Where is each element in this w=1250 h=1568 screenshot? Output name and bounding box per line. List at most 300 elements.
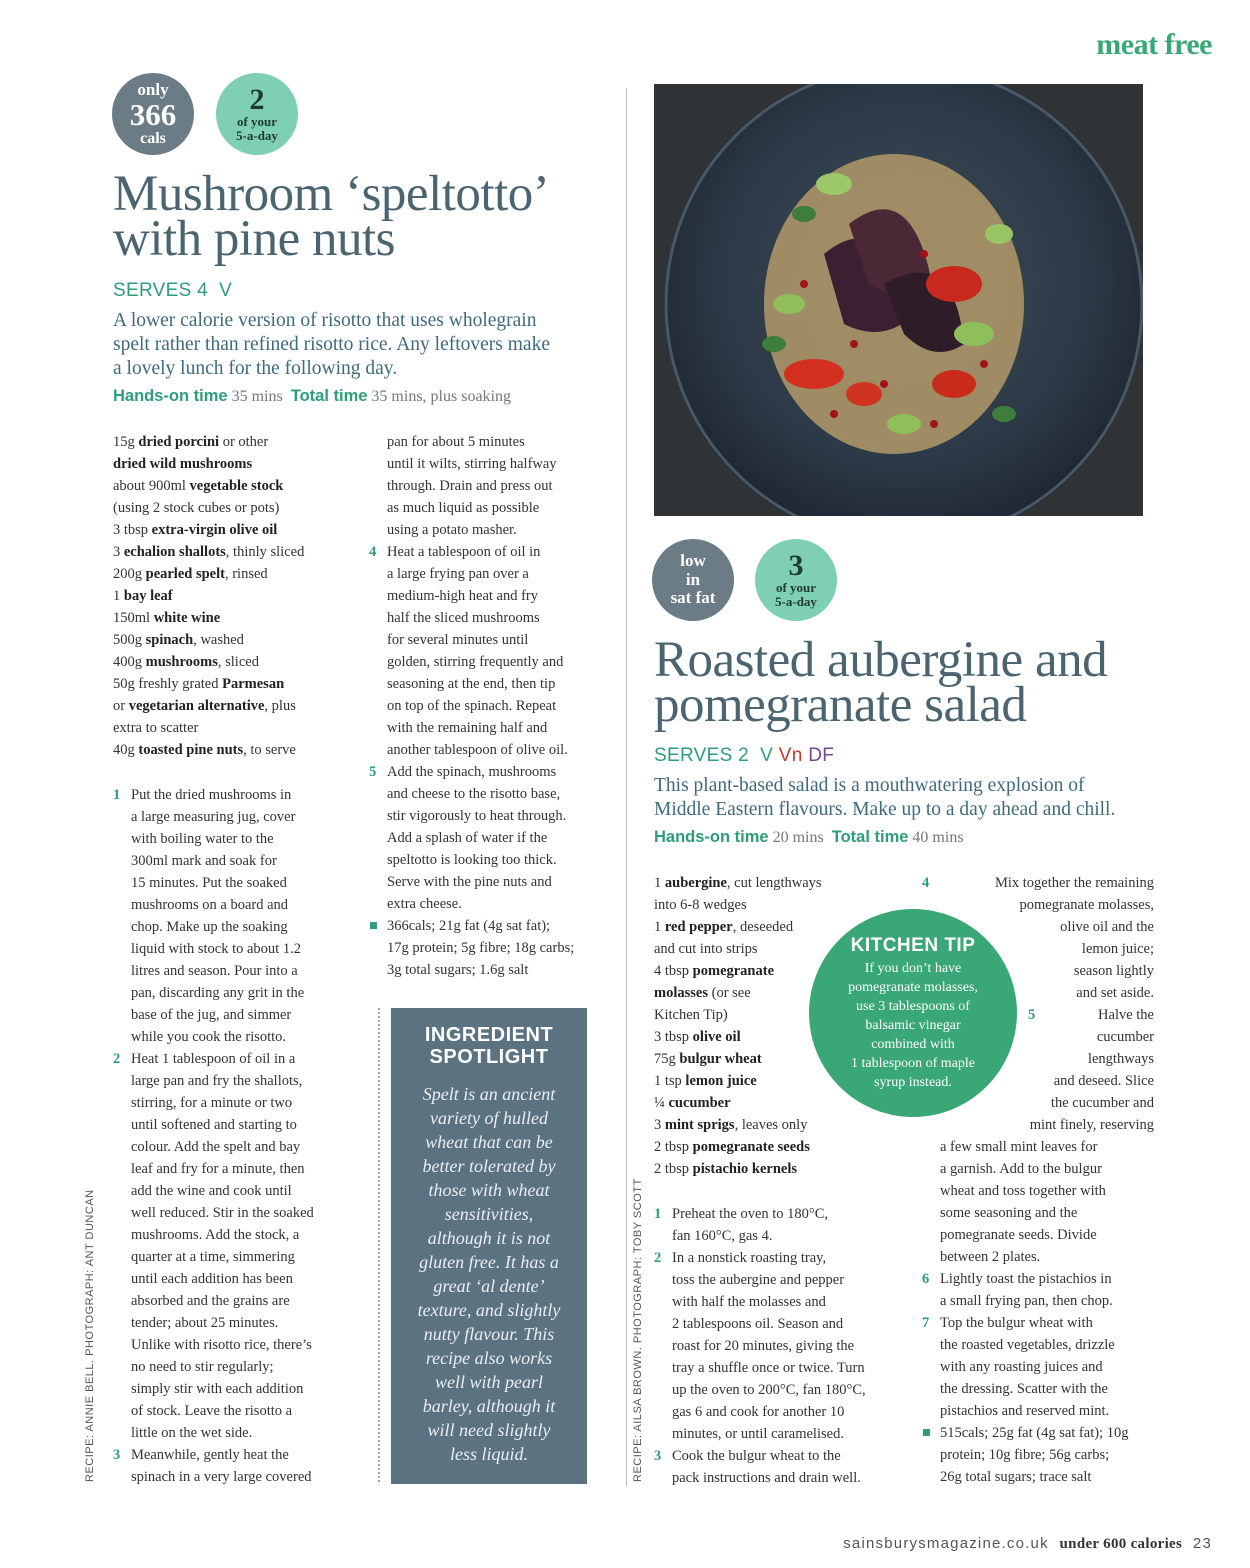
step-line: pan for about 5 minutes (387, 434, 525, 450)
step-line: up the oven to 200°C, fan 180°C, (672, 1382, 866, 1398)
badge-text: 5-a-day (236, 128, 278, 143)
spotlight-line: will need slightly (427, 1420, 551, 1440)
tip-line: If you don’t have (864, 961, 962, 976)
intro-line: a lovely lunch for the following day. (113, 358, 398, 379)
ingredient-name: extra-virgin olive oil (151, 522, 278, 538)
badge-number: 2 (249, 83, 265, 117)
step-line: olive oil and the (1060, 919, 1154, 935)
step-number: 5 (1028, 1007, 1036, 1023)
ingredient-qty: 3 (654, 1117, 665, 1133)
step-number: 7 (922, 1315, 930, 1331)
step-line: between 2 plates. (940, 1249, 1041, 1265)
ingredient-name: olive oil (692, 1029, 741, 1045)
step-line: on top of the spinach. Repeat (387, 698, 557, 714)
spotlight-line: Spelt is an ancient (422, 1084, 556, 1104)
footer-site: sainsburysmagazine.co.uk (843, 1535, 1049, 1552)
recipe-intro (113, 309, 550, 381)
ingredient-qty: extra to scatter (113, 720, 199, 736)
step-line: pack instructions and drain well. (672, 1470, 861, 1486)
step-number: 4 (369, 544, 377, 560)
footer-section: under 600 calories (1059, 1536, 1183, 1552)
ingredient-note: , leaves only (734, 1117, 808, 1133)
five-a-day-badge (216, 73, 298, 155)
step-line: roast for 20 minutes, giving the (672, 1338, 855, 1354)
photo-credit: RECIPE: ANNIE BELL. PHOTOGRAPH: ANT DUNCAN (84, 1189, 96, 1482)
ingredient-line (113, 629, 304, 651)
ingredient-line (113, 541, 304, 563)
step-line: for several minutes until (387, 632, 529, 648)
ingredient-line (654, 1158, 822, 1180)
ingredient-name: Parmesan (222, 676, 285, 692)
badge-text: cals (140, 130, 166, 147)
title-line: pomegranate salad (654, 677, 1027, 733)
spotlight-line: barley, although it (422, 1396, 556, 1416)
method-step (654, 1203, 909, 1247)
ingredient-note: , washed (193, 632, 244, 648)
hands-on-label: Hands-on time (654, 828, 769, 846)
ingredient-qty: 3 (113, 544, 124, 560)
spotlight-line: texture, and slightly (417, 1300, 561, 1320)
step-line: until each addition has been (131, 1271, 293, 1287)
step-line: half the sliced mushrooms (387, 610, 540, 626)
ingredient-line (113, 497, 304, 519)
spotlight-line: less liquid. (449, 1444, 528, 1464)
step-line: until softened and starting to (131, 1117, 297, 1133)
ingredient-qty: 1 tsp (654, 1073, 686, 1089)
title-line: Mushroom ‘speltotto’ (113, 166, 550, 222)
step-number: 4 (922, 875, 930, 891)
method-column-right (369, 431, 609, 981)
step-number: 3 (654, 1448, 662, 1464)
step-line: the cucumber and (1050, 1095, 1154, 1111)
ingredient-name: pomegranate seeds (692, 1139, 810, 1155)
nutrition-bullet: ■ (922, 1425, 931, 1441)
ingredient-qty: 2 tbsp (654, 1139, 693, 1155)
ingredient-note: , thinly sliced (225, 544, 305, 560)
timing-line (113, 387, 511, 406)
step-line: seasoning at the end, then tip (387, 676, 556, 692)
step-line: a garnish. Add to the bulgur (940, 1161, 1102, 1177)
method-step-5 (1012, 1004, 1154, 1136)
total-time-label: Total time (290, 387, 368, 405)
ingredient-line (113, 563, 304, 585)
ingredient-line (113, 475, 304, 497)
ingredient-qty: 2 tbsp (654, 1161, 693, 1177)
tip-line: syrup instead. (874, 1075, 952, 1090)
step-line: pan, discarding any grit in the (131, 985, 305, 1001)
step-number: 3 (113, 1447, 121, 1463)
step-line: 2 tablespoons oil. Season and (672, 1316, 844, 1332)
step-line: Lightly toast the pistachios in (940, 1271, 1112, 1287)
ingredient-name: mint sprigs (664, 1117, 735, 1133)
step-line: pomegranate molasses, (1019, 897, 1154, 913)
ingredient-note: , rinsed (224, 566, 268, 582)
spotlight-line: recipe also works (425, 1348, 553, 1368)
step-line: Heat 1 tablespoon of oil in a (131, 1051, 296, 1067)
step-line: Heat a tablespoon of oil in (387, 544, 541, 560)
ingredient-name: vegetarian alternative (128, 698, 265, 714)
serves-line (654, 745, 834, 767)
step-line: no need to stir regularly; (131, 1359, 274, 1375)
total-time-value: 40 mins (912, 829, 964, 846)
five-a-day-badge (755, 539, 837, 621)
step-line: with half the molasses and (672, 1294, 826, 1310)
hands-on-value: 20 mins (772, 829, 824, 846)
step-line: a few small mint leaves for (940, 1139, 1098, 1155)
step-line: as much liquid as possible (387, 500, 540, 516)
ingredient-line (654, 1048, 822, 1070)
ingredient-name: pearled spelt (145, 566, 225, 582)
step-line: the roasted vegetables, drizzle (940, 1337, 1115, 1353)
salad-photo (654, 84, 1143, 516)
intro-line: A lower calorie version of risotto that uses wholegrain (113, 310, 537, 331)
spotlight-line: great ‘al dente’ (433, 1276, 545, 1296)
ingredients-list (654, 872, 822, 1180)
step-line: Halve the (1098, 1007, 1154, 1023)
diet-vegetarian: V (219, 280, 233, 301)
method-step (922, 1312, 1162, 1422)
ingredient-name: mushrooms (145, 654, 218, 670)
ingredient-qty: and cut into strips (654, 941, 758, 957)
ingredient-line (113, 585, 304, 607)
ingredient-qty: 3 tbsp (654, 1029, 693, 1045)
spotlight-line: wheat that can be (425, 1132, 553, 1152)
ingredient-name: cucumber (668, 1095, 731, 1111)
step-line: add the wine and cook until (131, 1183, 292, 1199)
diet-dairy-free: DF (808, 745, 835, 766)
ingredient-qty: 1 (113, 588, 124, 604)
intro-line: Middle Eastern flavours. Make up to a day ahead and chill. (654, 799, 1116, 820)
ingredient-line (654, 916, 822, 938)
step-line: the dressing. Scatter with the (940, 1381, 1108, 1397)
step-line: a large measuring jug, cover (131, 809, 296, 825)
kitchen-tip (809, 909, 1017, 1117)
step-line: stirring, for a minute or two (131, 1095, 293, 1111)
step-line: with the remaining half and (387, 720, 548, 736)
spotlight-line: variety of hulled (430, 1108, 548, 1128)
ingredient-line (654, 894, 822, 916)
method-step (654, 1445, 909, 1489)
ingredient-qty: 200g (113, 566, 146, 582)
step-line: gas 6 and cook for another 10 (672, 1404, 845, 1420)
step-line: liquid with stock to about 1.2 (131, 941, 301, 957)
ingredient-line (113, 717, 304, 739)
ingredient-line (654, 1092, 822, 1114)
ingredient-qty: 150ml (113, 610, 154, 626)
step-line: while you cook the risotto. (131, 1029, 287, 1045)
ingredient-name: echalion shallots (123, 544, 226, 560)
method-step (113, 1444, 363, 1488)
ingredient-qty: 1 (654, 875, 665, 891)
method-column-right (922, 1136, 1162, 1488)
step-line: spinach in a very large covered (131, 1469, 312, 1485)
total-time-value: 35 mins, plus soaking (371, 388, 511, 405)
ingredient-line (113, 651, 304, 673)
badge-text: of your (236, 114, 278, 130)
step-line: fan 160°C, gas 4. (672, 1228, 773, 1244)
ingredient-note: , deseeded (732, 919, 794, 935)
step-line: base of the jug, and simmer (131, 1007, 292, 1023)
method-column-left (113, 784, 363, 1488)
ingredient-qty: 3 tbsp (113, 522, 152, 538)
page-footer (843, 1535, 1212, 1553)
ingredient-line (113, 453, 304, 475)
ingredient-qty: 15g (113, 434, 139, 450)
ingredient-line (654, 1070, 822, 1092)
ingredient-note: , sliced (217, 654, 259, 670)
ingredient-name: molasses (654, 985, 708, 1001)
step-line: with boiling water to the (131, 831, 274, 847)
step-line: pomegranate seeds. Divide (940, 1227, 1097, 1243)
step-number: 2 (654, 1250, 662, 1266)
ingredient-qty: Kitchen Tip) (654, 1007, 728, 1023)
step-line: until it wilts, stirring halfway (387, 456, 557, 472)
ingredient-line (113, 673, 304, 695)
method-step (113, 1048, 363, 1444)
ingredient-line (113, 431, 304, 453)
calories-badge (112, 73, 194, 155)
kitchen-tip-body (809, 959, 1017, 1092)
ingredient-name: vegetable stock (189, 478, 284, 494)
spotlight-line: gluten free. It has a (419, 1252, 559, 1272)
method-column-left (654, 1203, 909, 1489)
step-line: mint finely, reserving (1029, 1117, 1154, 1133)
step-line: well reduced. Stir in the soaked (131, 1205, 314, 1221)
title-line: with pine nuts (113, 211, 395, 267)
ingredient-note: , plus (264, 698, 296, 714)
method-step (369, 761, 609, 915)
method-step (113, 784, 363, 1048)
badge-text: only (137, 80, 169, 99)
serves-count: SERVES 4 (113, 280, 208, 301)
step-line: mushrooms on a board and (131, 897, 289, 913)
nutrition-info (369, 915, 609, 981)
tip-line: pomegranate molasses, (848, 980, 978, 995)
tip-line: balsamic vinegar (865, 1018, 961, 1033)
ingredient-note: (or see (707, 985, 751, 1001)
step-line: another tablespoon of olive oil. (387, 742, 568, 758)
step-line: Meanwhile, gently heat the (131, 1447, 289, 1463)
step-line: little on the wet side. (131, 1425, 253, 1441)
step-line: colour. Add the spelt and bay (131, 1139, 301, 1155)
spotlight-line: well with pearl (435, 1372, 543, 1392)
step-line: lemon juice; (1081, 941, 1154, 957)
ingredient-name: white wine (153, 610, 221, 626)
intro-line: This plant-based salad is a mouthwatering explosion of (654, 775, 1085, 796)
ingredient-line (654, 1136, 822, 1158)
step-line: 3g total sugars; 1.6g salt (387, 962, 529, 978)
spotlight-body (391, 1082, 587, 1466)
step-line: lengthways (1087, 1051, 1154, 1067)
serves-count: SERVES 2 (654, 745, 749, 766)
spotlight-heading: SPOTLIGHT (429, 1046, 549, 1068)
timing-line (654, 828, 964, 847)
step-line: leaf and fry for a minute, then (131, 1161, 305, 1177)
step-line: Top the bulgur wheat with (940, 1315, 1093, 1331)
step-line: 366cals; 21g fat (4g sat fat); (387, 918, 551, 934)
step-line: tender; about 25 minutes. (131, 1315, 279, 1331)
dotted-divider (378, 1008, 380, 1482)
step-number: 5 (369, 764, 377, 780)
spotlight-heading: INGREDIENT (424, 1024, 554, 1046)
ingredient-qty: ¼ (654, 1095, 669, 1111)
step-number: 2 (113, 1051, 121, 1067)
step-number: 1 (113, 787, 121, 803)
total-time-label: Total time (831, 828, 909, 846)
ingredient-qty: 50g freshly grated (113, 676, 223, 692)
ingredient-name: lemon juice (685, 1073, 757, 1089)
method-step (922, 1136, 1162, 1268)
step-line: of stock. Leave the risotto a (131, 1403, 293, 1419)
badge-text: of your (775, 580, 817, 596)
step-line: Unlike with risotto rice, there’s (131, 1337, 312, 1353)
ingredient-line (654, 938, 822, 960)
ingredient-qty: 40g (113, 742, 139, 758)
step-line: Put the dried mushrooms in (131, 787, 292, 803)
step-line: mushrooms. Add the stock, a (131, 1227, 300, 1243)
step-line: protein; 10g fibre; 56g carbs; (940, 1447, 1110, 1463)
ingredient-name: toasted pine nuts (138, 742, 244, 758)
step-line: 515cals; 25g fat (4g sat fat); 10g (940, 1425, 1129, 1441)
spotlight-line: although it is not (427, 1228, 551, 1248)
step-line: extra cheese. (387, 896, 462, 912)
step-line: 300ml mark and soak for (131, 853, 277, 869)
step-line: In a nonstick roasting tray, (672, 1250, 827, 1266)
salad-photo-image (654, 84, 1143, 516)
recipe-intro (654, 774, 1115, 822)
title-line: Roasted aubergine and (654, 632, 1108, 688)
badge-text: sat fat (670, 588, 716, 608)
ingredient-note: , to serve (243, 742, 296, 758)
step-line: stir vigorously to heat through. (387, 808, 567, 824)
intro-line: spelt rather than refined risotto rice. Any leftovers make (113, 334, 550, 355)
step-line: with any roasting juices and (940, 1359, 1103, 1375)
ingredient-qty: (using 2 stock cubes or pots) (113, 500, 280, 516)
kitchen-tip-heading: KITCHEN TIP (850, 935, 976, 956)
badge-number: 3 (788, 549, 804, 583)
serves-line (113, 280, 232, 302)
ingredient-line (113, 607, 304, 629)
step-line: using a potato masher. (387, 522, 517, 538)
ingredient-qty: into 6-8 wedges (654, 897, 747, 913)
ingredient-qty: 4 tbsp (654, 963, 693, 979)
step-line: wheat and toss together with (940, 1183, 1106, 1199)
ingredient-name: dried porcini (138, 434, 220, 450)
step-line: speltotto is looking too thick. (387, 852, 557, 868)
ingredient-qty: 400g (113, 654, 146, 670)
spotlight-line: better tolerated by (422, 1156, 556, 1176)
ingredient-qty: or (113, 698, 129, 714)
ingredient-line (654, 1114, 822, 1136)
ingredient-line (113, 695, 304, 717)
spotlight-line: nutty flavour. This (423, 1324, 555, 1344)
ingredient-qty: 75g (654, 1051, 680, 1067)
step-line: tray a shuffle once or twice. Turn (672, 1360, 865, 1376)
step-line: simply stir with each addition (131, 1381, 304, 1397)
ingredient-line (654, 982, 822, 1004)
ingredient-name: aubergine (664, 875, 727, 891)
tip-line: 1 tablespoon of maple (850, 1056, 976, 1071)
badge-text: low (680, 550, 706, 570)
step-line: a small frying pan, then chop. (940, 1293, 1113, 1309)
hands-on-value: 35 mins (231, 388, 283, 405)
badge-text: in (685, 569, 701, 589)
badge-text: 5-a-day (775, 594, 817, 609)
step-line: chop. Make up the soaking (131, 919, 288, 935)
column-divider (626, 88, 627, 1486)
step-line: toss the aubergine and pepper (672, 1272, 845, 1288)
ingredient-line (113, 519, 304, 541)
ingredient-name: bay leaf (123, 588, 173, 604)
diet-vegetarian: V (760, 745, 774, 766)
page-number: 23 (1192, 1535, 1212, 1552)
step-number: 6 (922, 1271, 930, 1287)
step-line: and set aside. (1076, 985, 1154, 1001)
section-tag: meat free (1096, 28, 1212, 61)
diet-vegan: Vn (778, 745, 803, 766)
ingredient-line (654, 960, 822, 982)
ingredient-qty: 500g (113, 632, 146, 648)
tip-line: use 3 tablespoons of (856, 999, 970, 1014)
ingredient-spotlight (391, 1008, 587, 1484)
hands-on-label: Hands-on time (113, 387, 228, 405)
step-line: Add a splash of water if the (387, 830, 548, 846)
ingredient-qty: about 900ml (113, 478, 190, 494)
step-line: golden, stirring frequently and (387, 654, 564, 670)
step-line: pistachios and reserved mint. (940, 1403, 1110, 1419)
ingredient-qty: 1 (654, 919, 665, 935)
ingredient-line (113, 739, 304, 761)
recipe-title (654, 632, 1108, 733)
step-line: Cook the bulgur wheat to the (672, 1448, 841, 1464)
ingredient-name: spinach (145, 632, 194, 648)
method-step (922, 1268, 1162, 1312)
ingredient-note: , cut lengthways (726, 875, 822, 891)
nutrition-info (922, 1422, 1162, 1488)
step-line: litres and season. Pour into a (131, 963, 298, 979)
step-line: Serve with the pine nuts and (387, 874, 552, 890)
ingredient-name: bulgur wheat (679, 1051, 762, 1067)
nutrition-bullet: ■ (369, 918, 378, 934)
step-line: through. Drain and press out (387, 478, 553, 494)
ingredient-name: red pepper (664, 919, 733, 935)
step-line: 17g protein; 5g fibre; 18g carbs; (387, 940, 575, 956)
step-line: medium-high heat and fry (387, 588, 538, 604)
ingredient-name: pomegranate (692, 963, 775, 979)
step-line: a large frying pan over a (387, 566, 529, 582)
step-line: 26g total sugars; trace salt (940, 1469, 1092, 1485)
step-line: cucumber (1096, 1029, 1154, 1045)
photo-credit: RECIPE: AILSA BROWN. PHOTOGRAPH: TOBY SCOTT (632, 1178, 644, 1482)
ingredient-line (654, 1004, 822, 1026)
ingredient-line (654, 1026, 822, 1048)
method-step (369, 431, 609, 541)
tip-line: combined with (871, 1037, 955, 1052)
ingredient-line (654, 872, 822, 894)
step-line: minutes, or until caramelised. (672, 1426, 844, 1442)
step-line: season lightly (1073, 963, 1154, 979)
ingredient-name: pistachio kernels (692, 1161, 797, 1177)
low-sat-fat-badge (652, 539, 734, 621)
ingredient-name: dried wild mushrooms (113, 456, 253, 472)
ingredients-list (113, 431, 304, 761)
badge-number: 366 (129, 97, 177, 132)
step-line: Preheat the oven to 180°C, (672, 1206, 829, 1222)
ingredient-note: or other (219, 434, 269, 450)
spotlight-line: those with wheat (428, 1180, 550, 1200)
spotlight-line: sensitivities, (444, 1204, 534, 1224)
step-line: and cheese to the risotto base, (387, 786, 561, 802)
